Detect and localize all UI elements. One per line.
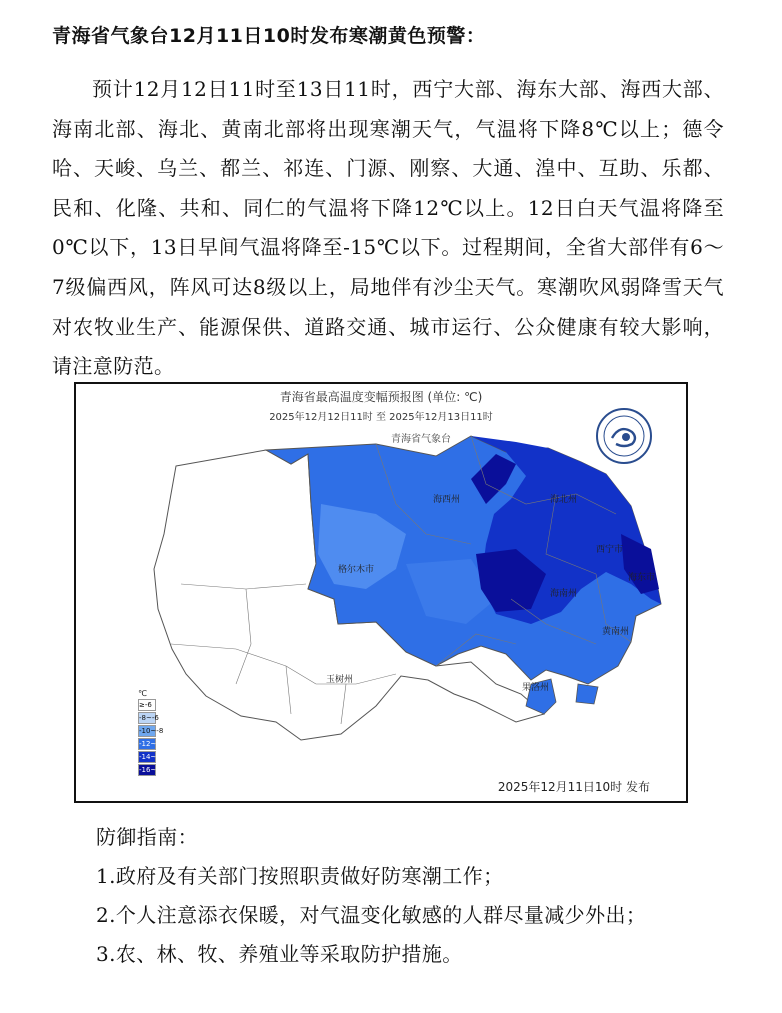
city-label-golmud: 格尔木市 (338, 565, 375, 575)
city-label-yushu: 玉树州 (326, 675, 354, 685)
city-label-golog: 果洛州 (522, 683, 550, 693)
warning-title: 青海省气象台12月11日10时发布寒潮黄色预警： (52, 25, 486, 47)
guide-item: 1.政府及有关部门按照职责做好防寒潮工作； (96, 864, 504, 888)
legend-item: ≥-6 (138, 698, 168, 711)
city-label-huangnan: 黄南州 (602, 627, 630, 637)
province-map-graphic (76, 384, 688, 803)
city-label-haixi: 海西州 (433, 495, 461, 505)
legend-item: -16~-14 (139, 765, 168, 774)
city-label-haidong: 海东市 (628, 573, 656, 583)
guide-item: 2.个人注意添衣保暖，对气温变化敏感的人群尽量减少外出； (96, 903, 647, 927)
guide-heading: 防御指南： (96, 825, 198, 849)
temperature-change-map (74, 382, 688, 803)
warning-paragraph: 预计12月12日11时至13日11时，西宁大部、海东大部、海西大部、海南北部、海北、黄南北部将出现寒潮天气，气温将下降8℃以上；德令哈、天峻、乌兰、都兰、祁连、门源、刚察、大通、湟中、互助、乐都、民和、化隆、共和、同仁的气温将下降12℃以上。12日白天气温将降至0℃以下，13日早间气温将降至-15℃以下。过程期间，全省大部伴有6～7级偏西风，阵风可达8级以上，局地伴有沙尘天气。寒潮吹风弱降雪天气对农牧业生产、能源保供、道路交通、城市运行、公众健康有较大影响，请注意防范。 (52, 77, 724, 379)
legend-item: -10~-8 (139, 726, 164, 735)
city-label-hainan: 海南州 (550, 589, 578, 599)
map-publish-time: 2025年12月11日10时 发布 (497, 780, 650, 794)
legend-item: -12~-10 (139, 739, 168, 748)
guide-item: 3.农、林、牧、养殖业等采取防护措施。 (96, 942, 463, 966)
map-title: 青海省最高温度变幅预报图 (单位: ℃) (279, 390, 483, 404)
legend-item: -14~-12 (139, 752, 168, 761)
city-label-xining: 西宁市 (596, 545, 624, 555)
map-legend (138, 689, 168, 776)
map-agency: 青海省气象台 (391, 434, 451, 445)
map-period: 2025年12月12日11时 至 2025年12月13日11时 (269, 412, 493, 423)
legend-unit: ℃ (138, 689, 147, 698)
city-label-haibei: 海北州 (550, 495, 578, 505)
legend-item: -8~-6 (139, 713, 159, 722)
defense-guide (96, 818, 736, 974)
